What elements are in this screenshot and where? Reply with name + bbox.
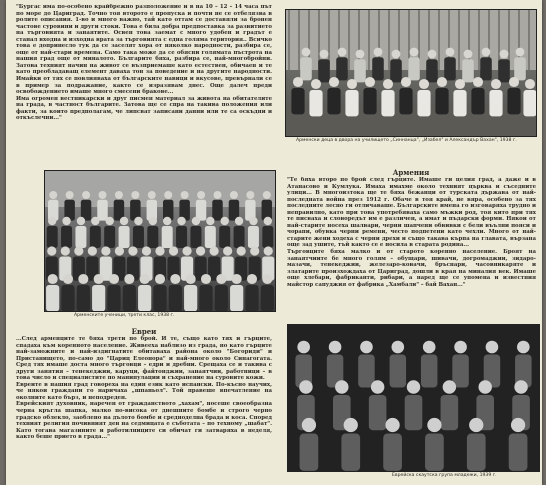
child-figure-front: [507, 77, 520, 114]
child-figure-back: [318, 50, 330, 83]
photo-armenian-pupils-class: [44, 170, 276, 312]
pupil-figure: [219, 217, 230, 248]
jews-text-block: [16, 336, 272, 481]
pupil-figure: [61, 217, 72, 248]
pupil-figure: [212, 191, 222, 221]
pupil-figure: [230, 274, 243, 311]
child-figure-back: [444, 48, 456, 81]
armenians-paragraph: "Те бяха второ по брой след гърците. Имаше ги целия град, а даже и в Атанасово и Кумлука. Имаха имахме около техният църква и съседните улици... В многоизтока ще те бяха бежанци от турската държава от най-последната война през 1912 г. Обаче в тоя край, не вяра, особено за тях последните лесно ги отличаваше. Българските имена го изговаряха трудно и неправилно, като при това употребяваха само мъжки род, тоя кито при тях те писваха и словоредът им е различен, а имат и пъдарски форми. Някои от най-старите носеха шалвари, черни шапчени обвивки с бели въълни пояси и чорапи, обувка черни ремени, често подпетени като чехли. Много от най-старите жени ходеха с черни дрехи и също такава кърпа на главата, вързана още зад ушите, тъй както се е носила в старата родина...: [287, 177, 536, 249]
child-figure-back: [408, 48, 420, 81]
child-figure-back: [480, 48, 492, 81]
pupil-figure: [90, 217, 101, 248]
child-figure-back: [372, 48, 384, 81]
pupil-figure: [92, 274, 105, 311]
scout-figure: [341, 418, 360, 471]
pupil-figure: [61, 274, 74, 311]
pupil-figure: [47, 217, 58, 248]
pupil-figure: [205, 217, 216, 248]
pupil-figure: [75, 217, 86, 248]
scout-figure: [390, 341, 407, 388]
pupil-figure: [248, 217, 259, 248]
jews-paragraph-3: Еврейският духовник, наречен от гражданството „хахам", носеше своеобразна черна кръгла шапка, малко по-висока от днешните бомбе и строго черно градско облекло, заоблено на дълото бомбе и средноделна брада и коса. Според техният религия почивният ден на седмицата е съботата – по техному „шабат". Като тогава магазините и работилниците си обичат ги затваряха в неделя, както беше прието в града...": [16, 401, 272, 441]
pupil-figure: [162, 217, 173, 248]
pupil-figure: [245, 274, 258, 311]
pupil-figure: [199, 274, 212, 311]
child-figure-back: [336, 48, 348, 81]
scout-figure: [369, 380, 387, 430]
photo-jewish-scout-group-image: [288, 325, 539, 471]
child-figure-front: [327, 77, 340, 114]
child-figure-front: [309, 79, 322, 116]
photo-armenian-pupils-class-image: [45, 171, 275, 311]
pupil-figure: [119, 217, 130, 248]
scout-figure: [295, 341, 312, 388]
pupil-figure: [77, 274, 90, 311]
scout-figure: [452, 341, 469, 388]
photo-jewish-scout-group: [287, 324, 540, 472]
child-figure-back: [498, 50, 510, 83]
scout-figure: [358, 341, 375, 388]
armenians-paragraph-2: Търговците бяха малко и от старото коренно население. Броят на занаятчиите бе много голям – обущари, шивачи, догромаджии, зидаро-мазачи, тенекеджии, железаро-ковачи, бръснари, часовникаряте и златарите произхождаха от Цариград, дошли в края на миналия век. Имаше още хлебари, фабриканти, рибари, а наред ще се упомена и известния майстор сапуджия от фабрика „Хамбали" – бай Вахан...": [287, 249, 536, 288]
pupil-figure: [147, 191, 157, 221]
intro-text-block: [16, 4, 272, 144]
pupil-figure: [262, 217, 273, 248]
pupil-figure: [81, 191, 91, 221]
fence-plank: [438, 10, 440, 70]
fence-plank: [528, 10, 530, 70]
pupil-figure: [163, 191, 173, 221]
pupil-figure: [262, 191, 272, 221]
scout-figure: [300, 418, 319, 471]
fence-plank: [458, 10, 460, 70]
exhibit-panel: [6, 0, 542, 485]
child-figure-front: [435, 77, 448, 114]
child-figure-back: [462, 50, 474, 83]
fence-plank: [368, 10, 370, 70]
jews-paragraph-2: Евреите в нашия град говореха на един език като испански. По-късно научих, че някои граждани го наричаха „шпаньол". Той правеше впечатление на околните като бърз, и неподреден.: [16, 381, 272, 401]
child-figure-back: [390, 50, 402, 83]
pupil-figure: [245, 191, 255, 221]
child-figure-front: [471, 77, 484, 114]
pupil-figure: [48, 191, 58, 221]
pupil-figure: [138, 274, 151, 311]
child-figure-front: [523, 79, 536, 116]
scout-figure: [515, 341, 532, 388]
pupil-figure: [114, 191, 124, 221]
photo-armenian-children-courtyard-image: [286, 10, 536, 136]
pupil-figure: [215, 274, 228, 311]
child-figure-front: [381, 79, 394, 116]
child-figure-front: [345, 79, 358, 116]
pupil-figure: [190, 217, 201, 248]
pupil-figure: [184, 274, 197, 311]
photo3-caption: Еврейска скаутска група младежи, 1939 г.: [392, 473, 497, 478]
child-figure-front: [363, 77, 376, 114]
armenians-text-block: [287, 177, 536, 315]
pupil-figure: [179, 191, 189, 221]
child-figure-back: [426, 50, 438, 83]
child-figure-front: [489, 79, 502, 116]
fence-plank: [298, 10, 300, 70]
fence-plank: [348, 10, 350, 70]
pupil-figure: [104, 217, 115, 248]
intro-paragraph-2: Има огромен вестникарски и друг писмен материал за живота на обитателите на града, в частност българите. Затова ще се спра на такива положения или факти, за които предполагам, че липсват записани данни или те са оскъдни и откъслечни...": [16, 95, 272, 122]
pupil-figure: [123, 274, 136, 311]
scout-figure: [421, 341, 438, 388]
photo1-caption: Арменски деца в двора на училището „Синнанца", „Изабел" и Александър Вахан", 1938 г.: [296, 138, 517, 143]
child-figure-back: [514, 48, 526, 81]
fence-plank: [388, 10, 390, 70]
child-figure-back: [300, 48, 312, 81]
armenians-heading: Армения: [392, 168, 430, 177]
pupil-figure: [169, 274, 182, 311]
jews-paragraph: ...След арменците те бяха трети по брой. И те, също като тях и гърците, спадаха към коренното население. Живееха наблизо из града, но като гърците най-заможните и най-издигнатите обитаваха района около "Богориди" и Пристанището, по-само до "Цариц Елеонора" и най-много около Синагогата. Сред тях имаше доста много търговци – едри и дребни. Срещаха се и такива с други занятия – тенекеджии, каруци, файтонджии, занаятчии, работници – в това число и специалистите по манипулации и съхранение на суровите кожи.: [16, 336, 272, 382]
photo2-caption: Арменските ученици, трети клас, 1938 г.: [74, 313, 175, 318]
wall-background: [45, 171, 275, 207]
fence-plank: [288, 10, 290, 70]
pupil-figure: [261, 274, 274, 311]
pupil-figure: [133, 217, 144, 248]
fence-plank: [478, 10, 480, 70]
scout-figure: [425, 418, 444, 471]
pupil-figure: [147, 217, 158, 248]
child-figure-front: [417, 79, 430, 116]
pupil-figure: [130, 191, 140, 221]
child-figure-back: [354, 50, 366, 83]
pupil-figure: [153, 274, 166, 311]
pupil-figure: [229, 191, 239, 221]
pupil-figure: [176, 217, 187, 248]
scout-figure: [383, 418, 402, 471]
intro-paragraph: "Бургас има по-особено крайбрежно разположение и в на 10 – 12 – 14 часа път по море до Цариград. Точно тоя второто е пропуска и почти не се отбелязва в ролите описания. 1-во и много важно, тай като оттам се доставяли за бронен частове суровини и други стоки. Това е била добра предпоставка за развитието на търговията и занаятите. Освен това заемат с много удобен и градът е станал входна и изходна врата за търговията с една голяма територия.. Всичко това е допринесло тук да се заселят хора от няколко народности, разбира се, още от най-стари времена. Само така може да се обясни голямата пъстрота на нашия град още от миналото. Българите бяха, разбира се, най-многобройни. Затова техният начин на живот се възприемаше като естествен, обичаен и те като преобладаващ елемент даваха тон за поведение и на другите народности. Имайки от тях се повлияваха от българските навици и вкусове, превърнали се в пример за подражание, както се изразявам днес. Още далеч преди освобождението имаше много смесени бракове...: [16, 4, 272, 96]
child-figure-front: [291, 77, 304, 114]
photo-armenian-children-courtyard: [285, 9, 537, 137]
child-figure-front: [453, 79, 466, 116]
jews-heading: Евреи: [131, 327, 157, 336]
scout-figure: [405, 380, 423, 430]
pupil-figure: [196, 191, 206, 221]
scout-figure: [441, 380, 459, 430]
child-figure-front: [399, 77, 412, 114]
pupil-figure: [64, 191, 74, 221]
pupil-figure: [97, 191, 107, 221]
scout-figure: [467, 418, 486, 471]
pupil-figure: [46, 274, 59, 311]
scout-figure: [509, 418, 528, 471]
pupil-figure: [107, 274, 120, 311]
pupil-figure: [234, 217, 245, 248]
